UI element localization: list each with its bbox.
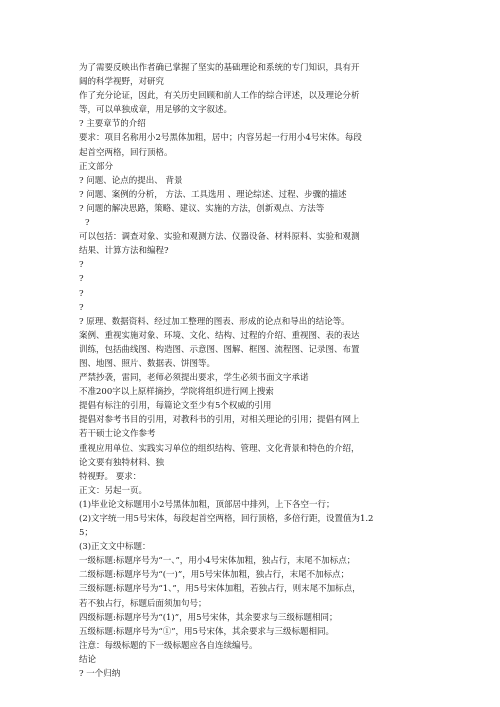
body-line: (1)毕业论文标题用小2号黑体加粗，顶部居中排列，上下各空一行； xyxy=(79,499,335,510)
body-line: 不准200字以上原样摘抄，学院将组织进行网上搜索 xyxy=(79,387,274,398)
body-line: 提倡对参考书目的引用，对教科书的引用，对相关理论的引用；提倡有网上 xyxy=(79,415,360,426)
body-line: 提倡有标注的引用，每篇论文至少有5个权威的引用 xyxy=(79,401,272,412)
body-line: 要求：项目名称用小2号黑体加粗，居中；内容另起一行用小4号宋体。每段 xyxy=(79,133,362,144)
body-line: 结果、计算方法和编程? xyxy=(79,246,169,257)
body-line: 等，可以单独成章，用足够的文字叙述。 xyxy=(79,105,233,116)
document-body xyxy=(79,61,419,681)
body-line: 二级标题:标题序号为“(一)”，用5号宋体加粗，独占行，末尾不加标点； xyxy=(79,570,350,581)
bullet-item: ? xyxy=(79,302,84,313)
bullet-item: ? 问题的解决思路，策略、建议、实施的方法，创新观点、方法等 xyxy=(79,203,325,214)
bullet-item: ? xyxy=(79,274,84,285)
bullet-item: ? 问题、案例的分析， 方法、工具选用 、理论综述、过程、步骤的描述 xyxy=(79,189,347,200)
bullet-item: ? 一个归纳 xyxy=(79,669,121,680)
body-line: 三级标题:标题序号为“1、”，用5号宋体加粗，若独占行，则末尾不加标点， xyxy=(79,584,361,595)
bullet-item: ? xyxy=(85,218,90,229)
body-line: 5； xyxy=(79,528,93,539)
body-line: (3)正文文中标题： xyxy=(79,542,151,553)
body-line: 作了充分论证，因此，有关历史回顾和前人工作的综合评述，以及理论分析 xyxy=(79,91,360,102)
body-line: 若不独占行，标题后面须加句号； xyxy=(79,598,207,609)
section-heading: 正文部分 xyxy=(79,161,114,172)
body-line: 图、地图、照片、数据表、饼图等。 xyxy=(79,358,216,369)
body-line: 起首空两格，回行顶格。 xyxy=(79,147,173,158)
body-line: 正文：另起一页。 xyxy=(79,485,148,496)
body-line: 论文要有独特材料、独 xyxy=(79,457,165,468)
body-line: 特视野。 要求： xyxy=(79,471,142,482)
bullet-item: ? 原理、数据资料、经过加工整理的图表、形成的论点和导出的结论等。 xyxy=(79,316,350,327)
bullet-item: ? xyxy=(79,260,84,271)
body-line: 一级标题:标题序号为“一、”，用小4号宋体加粗，独占行，末尾不加标点； xyxy=(79,556,356,567)
body-line: 若干硕士论文作参考 xyxy=(79,429,156,440)
body-line: 阔的科学视野，对研究 xyxy=(79,77,165,88)
body-line: 五级标题:标题序号为“①”，用5号宋体，其余要求与三级标题相同。 xyxy=(79,626,334,637)
body-line: 重视应用单位、实践实习单位的组织结构、管理、文化背景和特色的介绍， xyxy=(79,443,360,454)
bullet-item: ? xyxy=(79,288,84,299)
section-heading: 结论 xyxy=(79,654,97,665)
section-heading: ? 主要章节的介绍 xyxy=(79,119,146,130)
body-line: 注意：每级标题的下一级标题应各自连续编号。 xyxy=(79,640,258,651)
body-line: 四级标题:标题序号为“(1)”，用5号宋体，其余要求与三级标题相同； xyxy=(79,612,338,623)
bullet-item: ? 问题、论点的提出、 背景 xyxy=(79,175,183,186)
body-line: (2)文字统一用5号宋体，每段起首空两格，回行顶格，多倍行距，设置值为1.2 xyxy=(79,514,374,524)
body-line: 严禁抄袭，雷同，老师必须提出要求，学生必须书面文字承诺 xyxy=(79,373,309,384)
body-line: 训练，包括曲线图、构造图、示意图、图解、框图、流程图、记录图、布置 xyxy=(79,344,360,355)
body-line: 为了需要反映出作者确已掌握了坚实的基础理论和系统的专门知识，具有开 xyxy=(79,63,360,73)
body-line: 案例、重视实施对象、环境、文化、结构、过程的介绍、重视图、表的表达 xyxy=(79,330,360,341)
body-line: 可以包括：调查对象、实验和观测方法、仪器设备、材料原料、实验和观测 xyxy=(79,232,360,243)
